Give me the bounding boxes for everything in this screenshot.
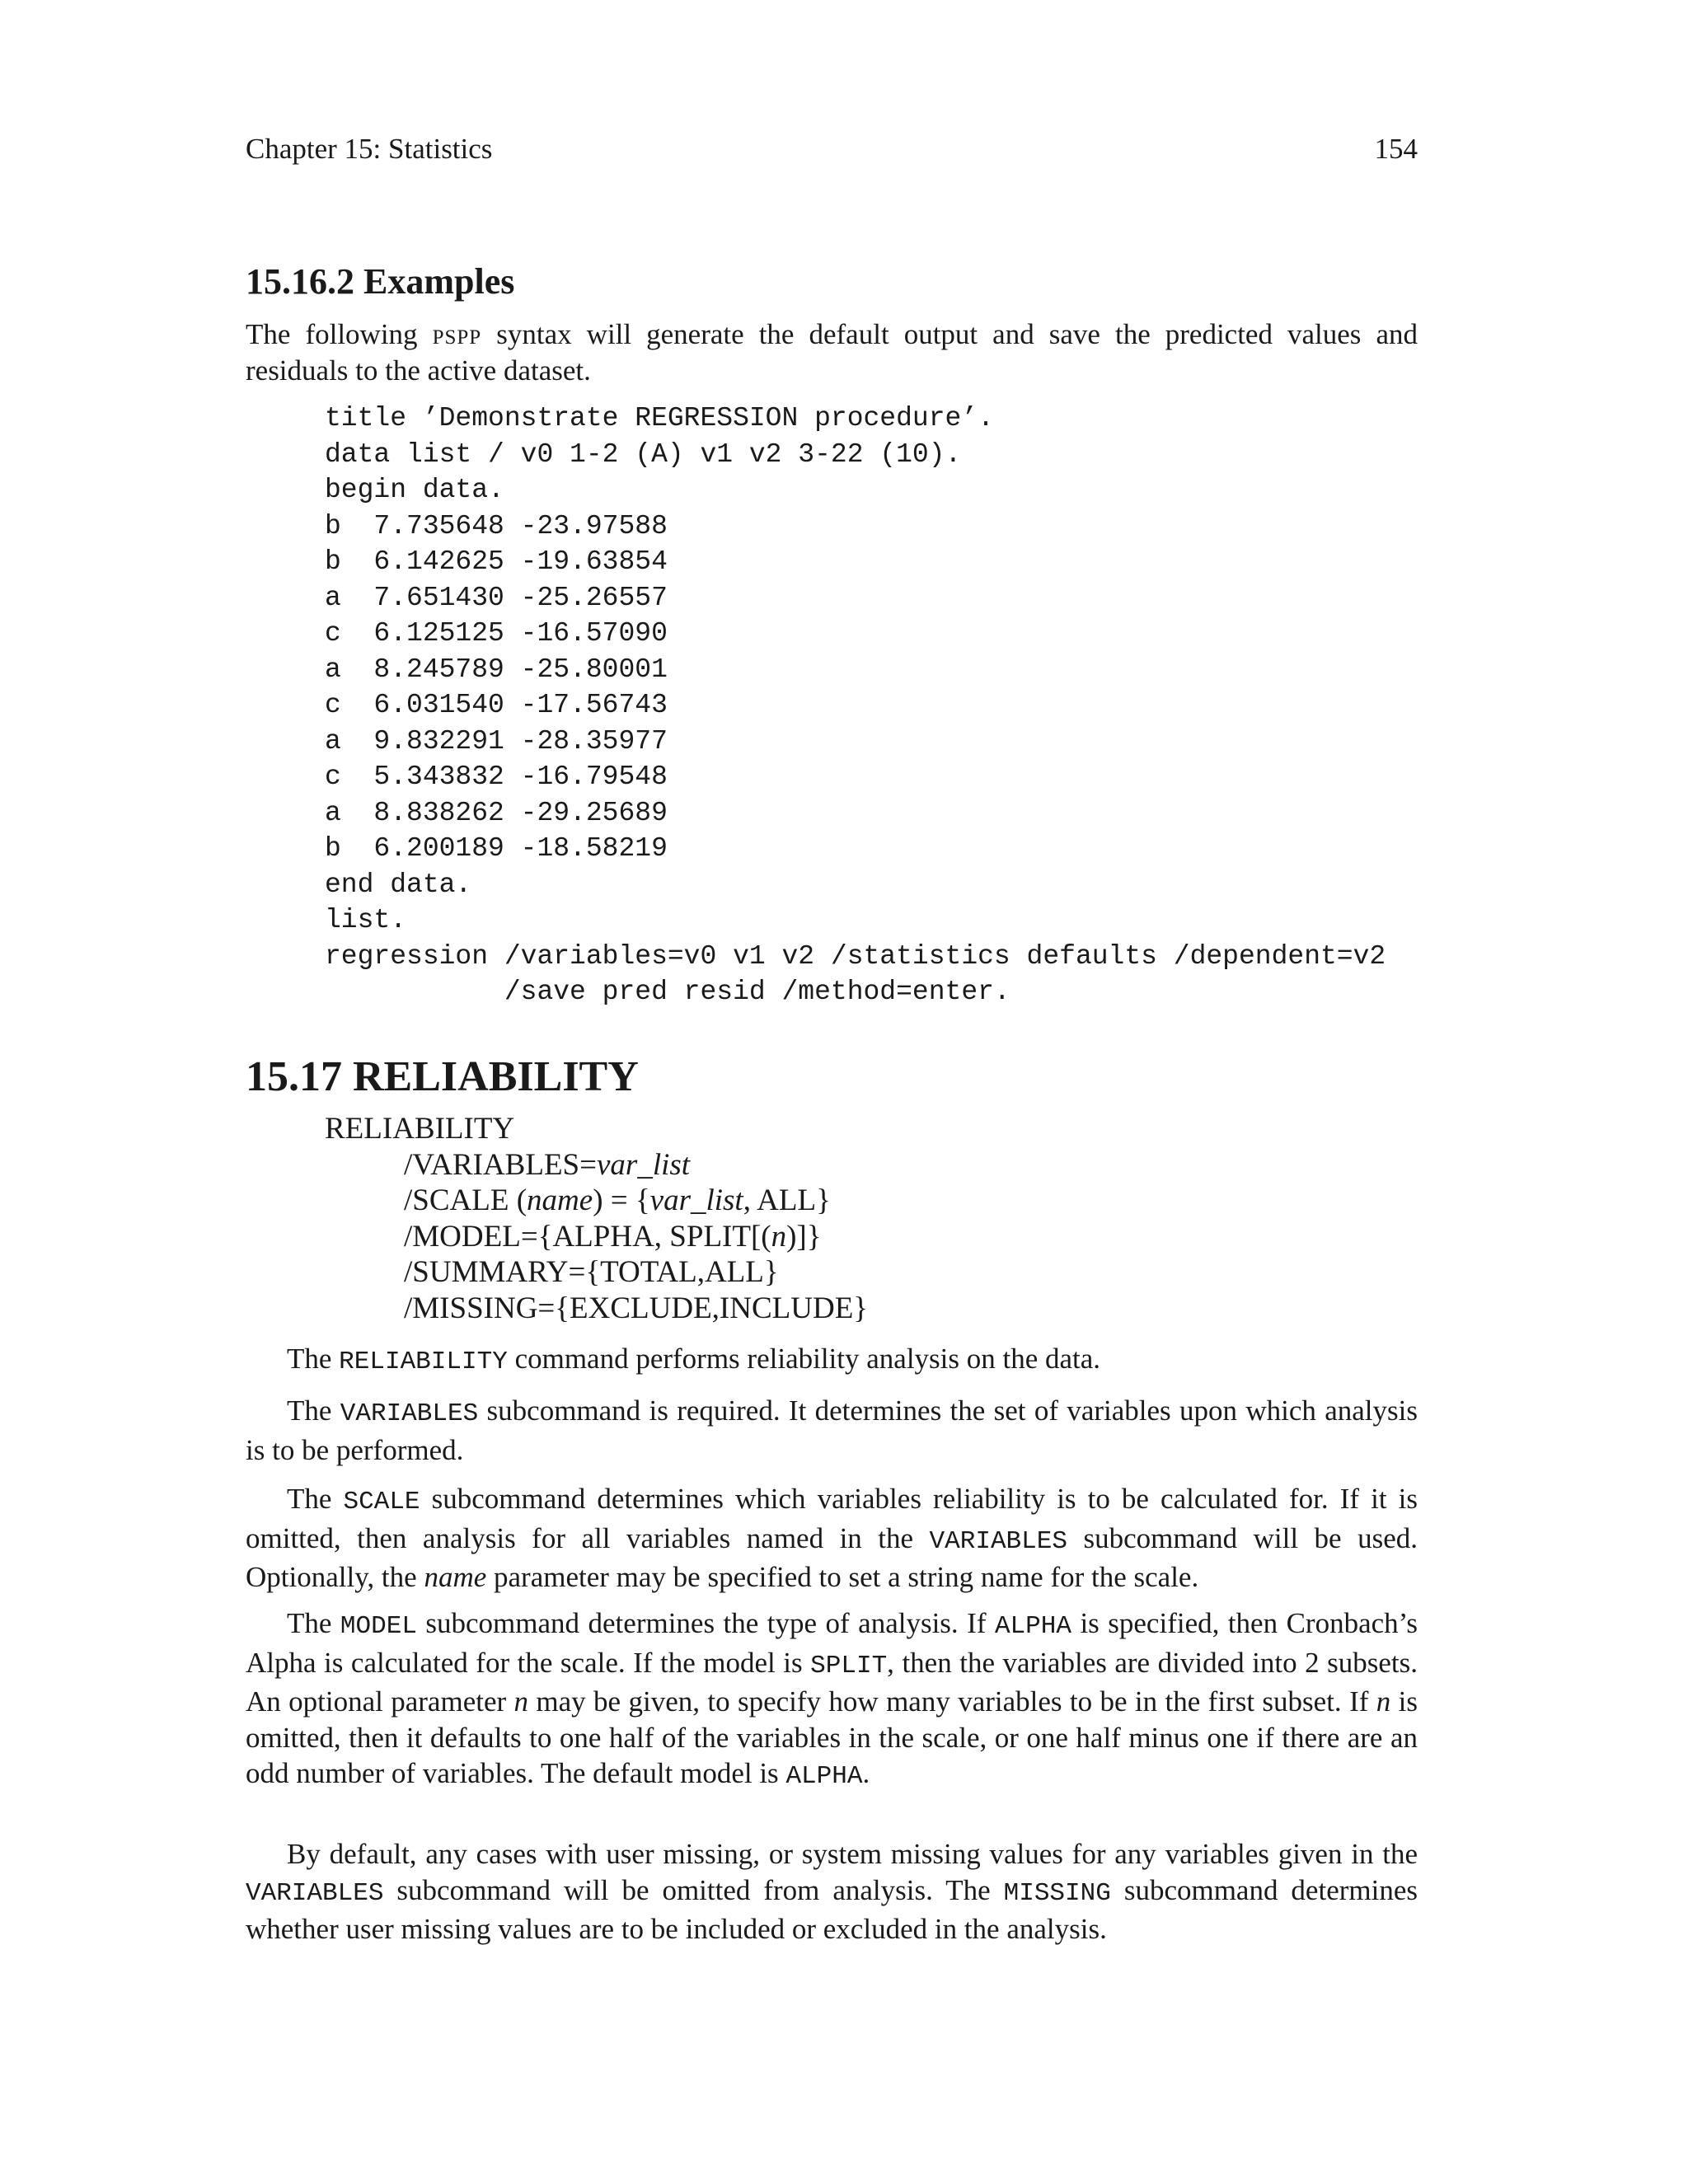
code-line: a 8.245789 -25.80001 [325, 654, 668, 685]
code-line: c 5.343832 -16.79548 [325, 762, 668, 792]
code-line: list. [325, 905, 407, 935]
code-line: a 8.838262 -29.25689 [325, 797, 668, 828]
page-number: 154 [1374, 133, 1418, 165]
code-line: data list / v0 1-2 (A) v1 v2 3-22 (10). [325, 438, 962, 470]
paragraph-model: The MODEL subcommand determines the type of analysis. If ALPHA is specified, then Cronbach’s Alpha is calculated for the scale. If the model is SPLIT, then the variables are divided into 2 subsets. An optional parameter n may be given, to specify how many variables to be in the first subset. If n is omitted, then it defaults to one half of the variables in the scale, or one half minus one if there are an odd number of variables. The default model is ALPHA. [246, 1607, 1418, 1791]
section-heading-reliability: 15.17 RELIABILITY [246, 1053, 639, 1100]
syntax-model: /MODEL={ALPHA, SPLIT[(n)]} [404, 1219, 822, 1254]
code-line: a 7.651430 -25.26557 [325, 582, 668, 613]
code-line: a 9.832291 -28.35977 [325, 725, 668, 757]
code-line: b 6.200189 -18.58219 [325, 833, 668, 864]
paragraph-missing: By default, any cases with user missing, or system missing values for any variables given in the VARIABLES subcommand will be omitted from analysis. The MISSING subcommand determines whether user missing values are to be included or excluded in the analysis. [246, 1838, 1418, 1945]
code-line: c 6.031540 -17.56743 [325, 690, 668, 720]
code-line: begin data. [325, 475, 504, 505]
code-line: b 6.142625 -19.63854 [325, 546, 668, 577]
paragraph-scale: The SCALE subcommand determines which variables reliability is to be calculated for. If it is omitted, then analysis for all variables named in the VARIABLES subcommand will be used. Optionally, the name parameter may be specified to set a string name for the scale. [246, 1483, 1418, 1593]
running-header [246, 130, 1418, 168]
examples-intro-paragraph: The following pspp syntax will generate the default output and save the predicted values and residuals to the active dataset. [246, 318, 1418, 387]
section-heading-examples: 15.16.2 Examples [246, 261, 515, 302]
code-line: b 7.735648 -23.97588 [325, 510, 668, 541]
pspp-name: pspp [432, 318, 482, 350]
code-line: /save pred resid /method=enter. [325, 977, 1010, 1007]
syntax-summary: /SUMMARY={TOTAL,ALL} [404, 1255, 779, 1289]
code-line: c 6.125125 -16.57090 [325, 618, 668, 649]
paragraph-reliability-intro: The RELIABILITY command performs reliability analysis on the data. [287, 1343, 1101, 1376]
code-line: title ’Demonstrate REGRESSION procedure’. [325, 403, 994, 434]
code-line: end data. [325, 869, 472, 900]
code-line: regression /variables=v0 v1 v2 /statistics defaults /dependent=v2 [325, 940, 1386, 972]
syntax-missing: /MISSING={EXCLUDE,INCLUDE} [404, 1291, 869, 1325]
paragraph-variables: The VARIABLES subcommand is required. It determines the set of variables upon which analysis is to be performed. [246, 1394, 1418, 1466]
syntax-command: RELIABILITY [325, 1112, 515, 1146]
code-example [325, 401, 1386, 1010]
chapter-title: Chapter 15: Statistics [246, 133, 493, 165]
reliability-syntax [325, 1111, 868, 1326]
syntax-variables: /VARIABLES=var_list [404, 1147, 691, 1182]
syntax-scale: /SCALE (name) = {var_list, ALL} [404, 1183, 831, 1217]
